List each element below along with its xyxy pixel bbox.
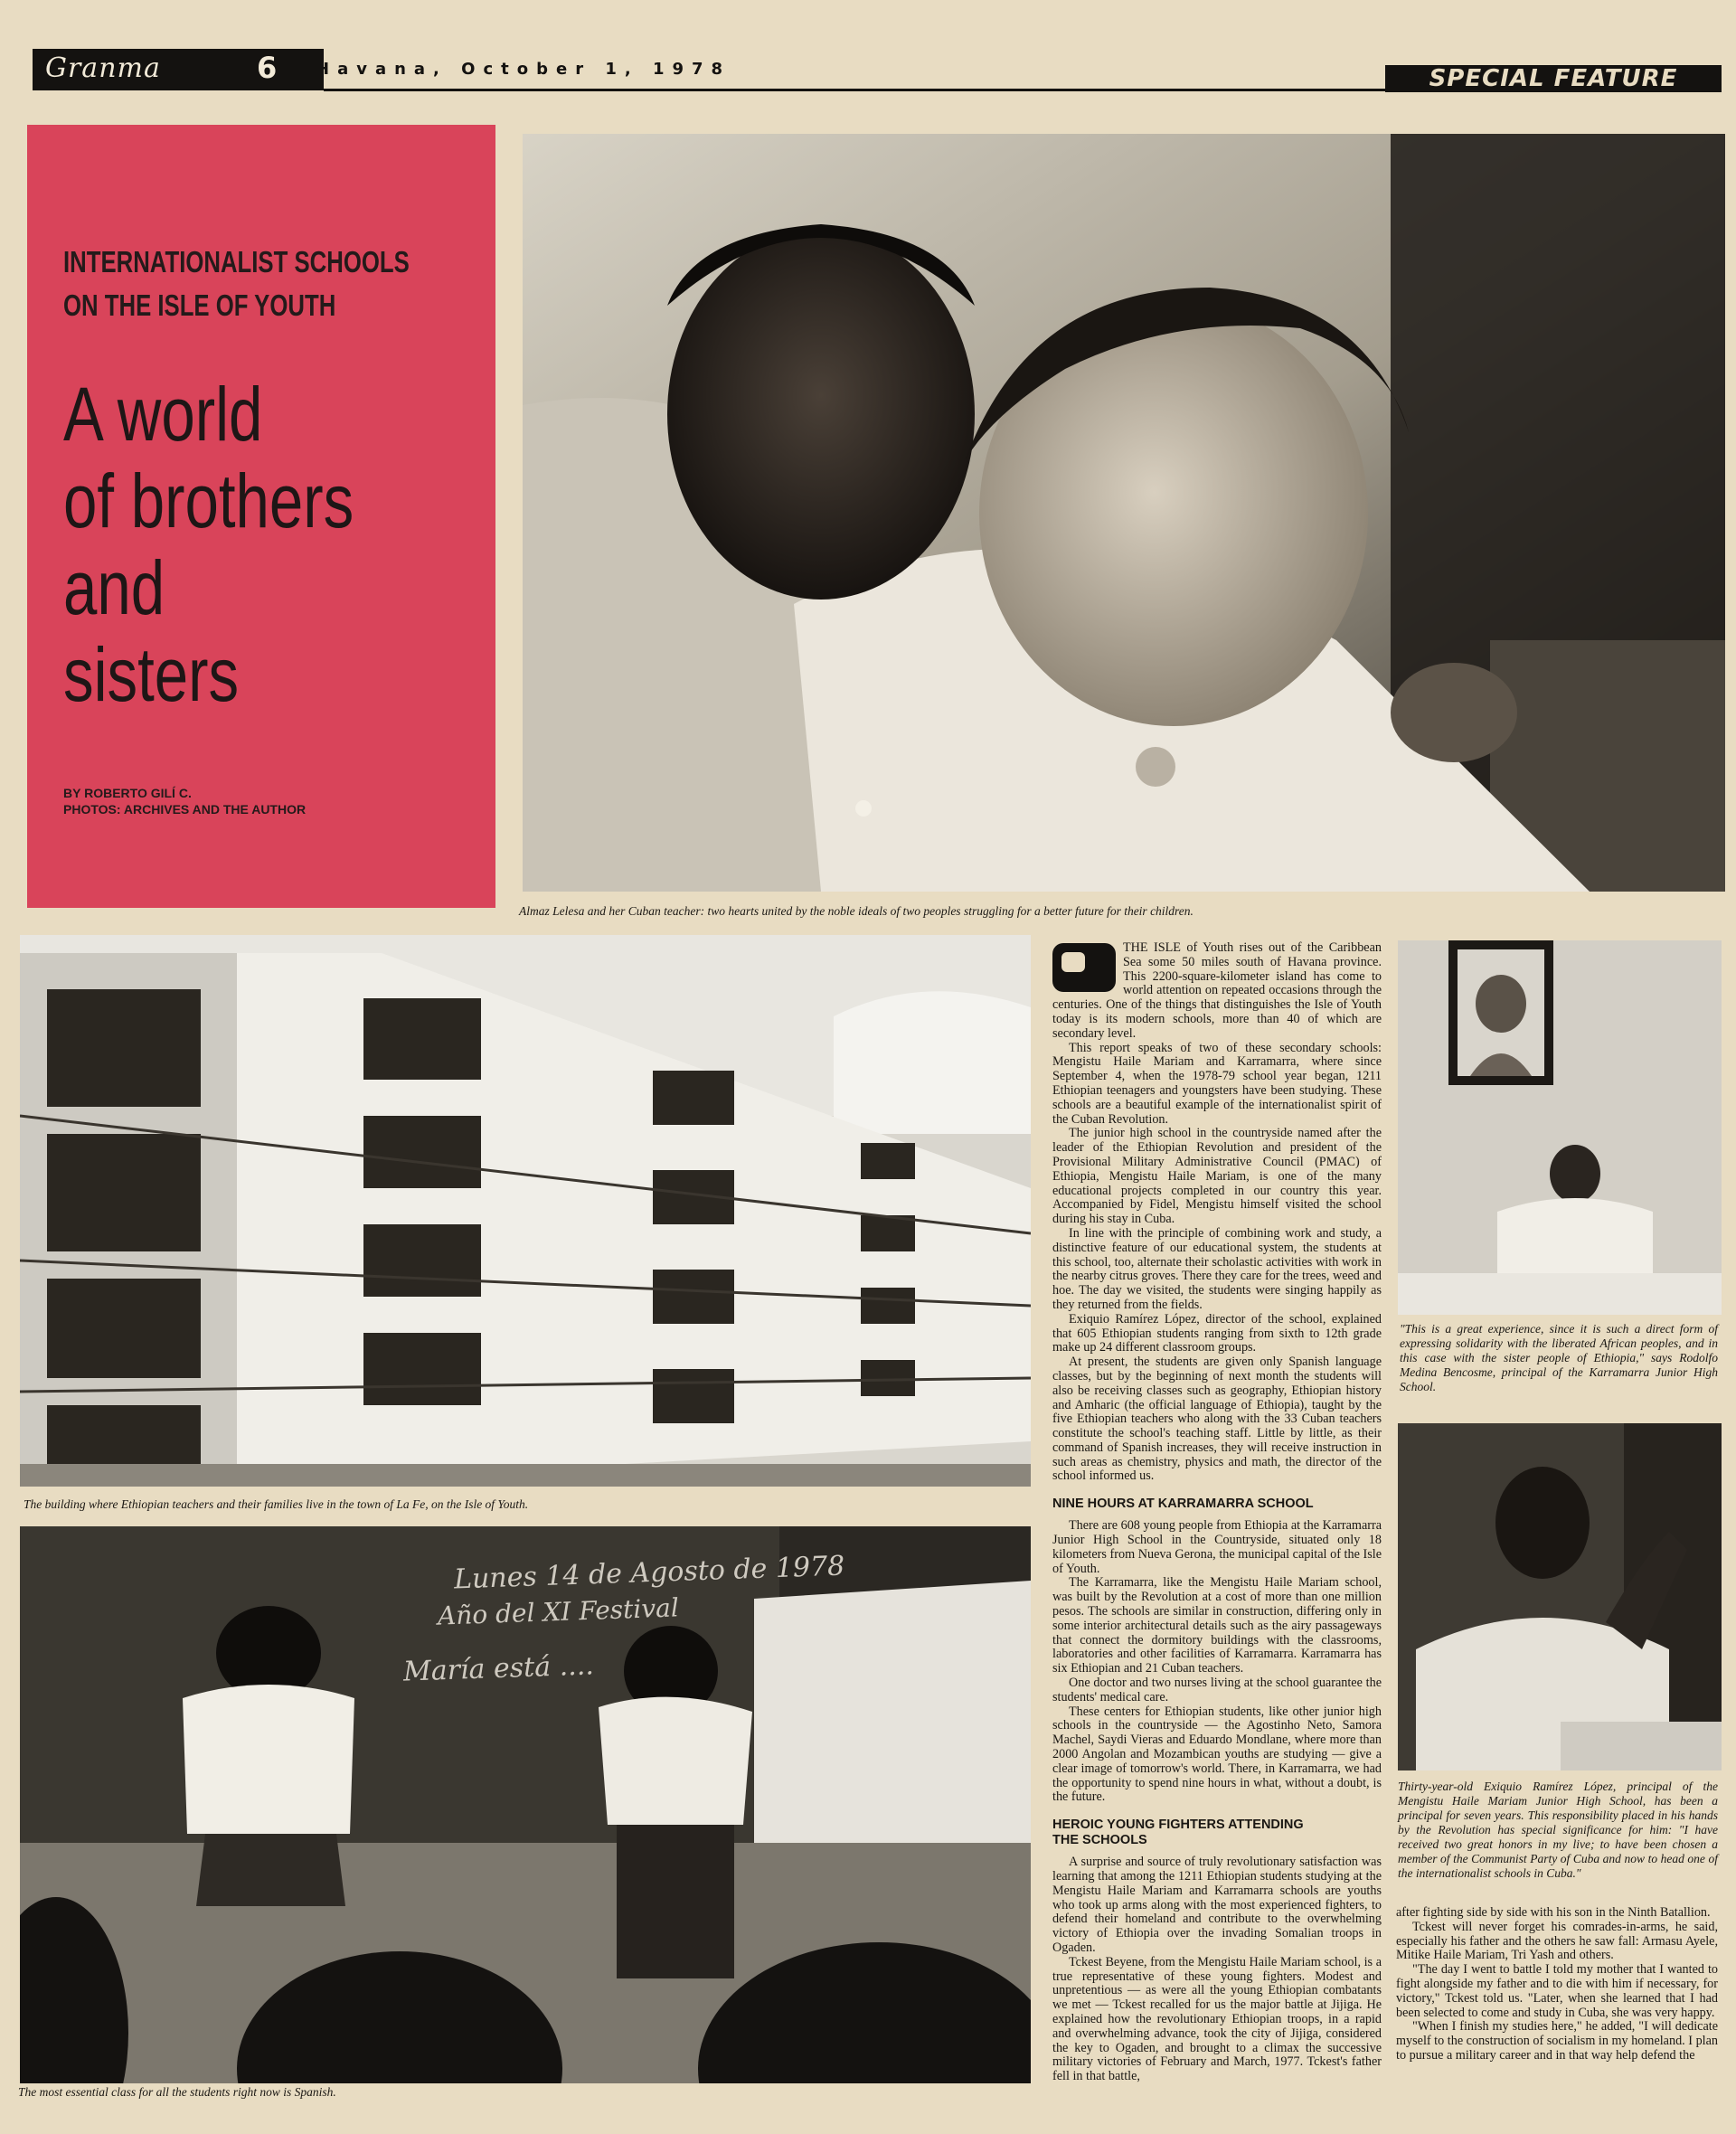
classroom-photo [20, 1526, 1031, 2083]
article-paragraph: There are 608 young people from Ethiopia at the Karramarra Junior High School in the Countryside, situated only 18 kilometers from Nueva Gerona, the municipal capital of the Isle of Youth. [1052, 1518, 1382, 1576]
article-column-2 [1396, 1906, 1718, 2063]
newspaper-logo: Granma [45, 52, 161, 84]
article-paragraph: One doctor and two nurses living at the school guarantee the students' medical care. [1052, 1676, 1382, 1704]
main-photo-image [523, 134, 1725, 892]
building-photo-caption: The building where Ethiopian teachers and their families live in the town of La Fe, on the Isle of Youth. [24, 1497, 529, 1511]
dropcap-ornament [1052, 943, 1116, 992]
section-label-box [1385, 65, 1722, 92]
article-paragraph: Tckest Beyene, from the Mengistu Haile Mariam school, is a true representative of these young fighters. Modest and unpretentious — as were all the young Ethiopian combatants we met — Tckest recalled for us the major battle at Jijiga. He explained how the revolutionary Ethiopian troops, in a rapid and overwhelming advance, took the city of Jijiga, considered the key to Ogaden, and brought to a climax the successive military victories of February and March, 1977. Tckest's father fell in that battle, [1052, 1954, 1382, 2084]
blackboard-writing [20, 1526, 1031, 1888]
article-paragraph: Exiquio Ramírez López, director of the school, explained that 605 Ethiopian students ranging from sixth to 12th grade make up 24 different classroom groups. [1052, 1311, 1382, 1355]
masthead [33, 49, 1722, 94]
headline [63, 371, 354, 718]
subhead-line: THE SCHOOLS [1052, 1833, 1147, 1848]
blackboard-line: María está .... [402, 1649, 595, 1688]
article-column-1 [1052, 941, 1382, 2084]
article-paragraph: The junior high school in the countryside named after the leader of the Ethiopian Revolution and president of the Provisional Military Administrative Council (PMAC) of Ethiopia, Mengistu Haile Mariam, is one of the many educational projects completed in our country this year. Accompanied by Fidel, Mengistu himself visited the school during his stay in Cuba. [1052, 1126, 1382, 1227]
logo-box [33, 49, 324, 90]
director-photo-caption: Thirty-year-old Exiquio Ramírez López, principal of the Mengistu Haile Mariam Junior High School, has been a principal for seven years. This responsibility placed in his hands by the Revolution has special significance for him: "I have received two great honors in my live; to have been chosen a member of the Communist Party of Cuba and now to head one of the internationalist schools in Cuba." [1398, 1780, 1718, 1880]
classroom-photo-caption: The most essential class for all the students right now is Spanish. [18, 2085, 336, 2099]
blackboard-line: Lunes 14 de Agosto de 1978 [453, 1550, 845, 1596]
dateline: Havana, October 1, 1978 [316, 60, 731, 79]
article-paragraph: In line with the principle of combining work and study, a distinctive feature of our educational system, the students at this school, too, alternate their scholastic activities with work in the nearby citrus groves. There they care for the trees, weed and hoe. The day we visited, the students were singing happily as they returned from the fields. [1052, 1225, 1382, 1312]
article-paragraph: A surprise and source of truly revolutionary satisfaction was learning that among the 1211 Ethiopian students studying at the Mengistu Haile Mariam and Karramarra schools are youths who took up arms along with the most experienced fighters, to defend their homeland and contribute to the overwhelming victory of Ethiopia over the invading Somalian troops in Ogaden. [1052, 1855, 1382, 1955]
kicker-line: ON THE ISLE OF YOUTH [63, 288, 336, 322]
article-paragraph: These centers for Ethiopian students, like other junior high schools in the countryside — the Agostinho Neto, Samora Machel, Saydi Vieras and Eduardo Mondlane, where more than 2000 Angolan and Mozambican youths are studying — give a clear image of tomorrow's world. There, in Karramarra, we had the opportunity to spend nine hours in what, without a doubt, is the future. [1052, 1704, 1382, 1805]
main-photo-caption: Almaz Lelesa and her Cuban teacher: two hearts united by the noble ideals of two peoples struggling for a better future for their children. [519, 904, 1194, 918]
article-paragraph: The Karramarra, like the Mengistu Haile Mariam school, was built by the Revolution at a cost of more than one million pesos. The schools are similar in construction, differing only in some interior architectural details such as the airy passageways that connect the dormitory buildings with the classrooms, laboratories and other facilities of Karramarra. Karramarra has six Ethiopian and 21 Cuban teachers. [1052, 1575, 1382, 1676]
byline [63, 785, 306, 817]
principal-photo [1398, 940, 1722, 1315]
building-photo [20, 935, 1031, 1487]
headline-line: A world [63, 372, 263, 457]
article-paragraph: THE ISLE of Youth rises out of the Caribbean Sea some 50 miles south of Havana province. This 2200-square-kilometer island has come to world attention on repeated occasions through the centuries. One of the things that distinguishes the Isle of Youth today is its modern schools, more than 40 of which are secondary level. [1052, 940, 1382, 1041]
principal-photo-image [1398, 940, 1722, 1315]
building-photo-image [20, 935, 1031, 1487]
article-paragraph: "When I finish my studies here," he added, "I will dedicate myself to the construction of socialism in my homeland. I plan to pursue a military career and in that way help defend the [1396, 2019, 1718, 2063]
subhead-heroic-fighters [1052, 1818, 1382, 1848]
article-paragraph: "The day I went to battle I told my mother that I wanted to fight alongside my father and to die with him if necessary, for victory," Tckest told us. "Later, when she learned that I had been selected to come and study in Cuba, she was very happy. [1396, 1962, 1718, 2020]
headline-line: sisters [63, 632, 240, 717]
kicker [63, 241, 410, 327]
director-photo [1398, 1423, 1722, 1770]
title-block [27, 125, 495, 908]
main-photo [523, 134, 1725, 892]
headline-line: of brothers [63, 458, 354, 543]
article-paragraph: At present, the students are given only Spanish language classes, but by the beginning of next month the students will also be receiving classes such as geography, Ethiopian history and Amharic (the official language of Ethiopia), taught by the five Ethiopian teachers who along with the 33 Cuban teachers constitute the school's teaching staff. Little by little, as their command of Spanish increases, they will receive instruction in such areas as chemistry, physics and math, the director of the school informed us. [1052, 1355, 1382, 1484]
byline-photos: PHOTOS: ARCHIVES AND THE AUTHOR [63, 802, 307, 817]
article-paragraph: Tckest will never forget his comrades-in-arms, he said, especially his father and the others he saw fall: Armasu Ayele, Mitike Haile Mariam, Tri Yash and others. [1396, 1919, 1718, 1963]
blackboard-line: Año del XI Festival [437, 1592, 680, 1631]
subhead-line: HEROIC YOUNG FIGHTERS ATTENDING [1052, 1818, 1304, 1833]
subhead-karramarra: NINE HOURS AT KARRAMARRA SCHOOL [1052, 1497, 1314, 1512]
byline-author: BY ROBERTO GILÍ C. [63, 786, 192, 800]
section-label: SPECIAL FEATURE [1429, 65, 1678, 92]
headline-line: and [63, 545, 165, 630]
masthead-rule [324, 89, 1431, 91]
article-paragraph: after fighting side by side with his son in the Ninth Batallion. [1396, 1905, 1711, 1920]
article-paragraph: This report speaks of two of these secondary schools: Mengistu Haile Mariam and Karramarra, where since September 4, when the 1978-79 school year began, 1211 Ethiopian teenagers and youngsters have been studying. These schools are a beautiful example of the internationalist spirit of the Cuban Revolution. [1052, 1040, 1382, 1127]
principal-photo-caption: "This is a great experience, since it is such a direct form of expressing solidarity with the liberated African peoples, and in this case with the sister people of Ethiopia," says Rodolfo Medina Bencosme, principal of the Karramarra Junior High School. [1400, 1322, 1718, 1393]
page-number: 6 [257, 51, 278, 85]
director-photo-image [1398, 1423, 1722, 1770]
kicker-line: INTERNATIONALIST SCHOOLS [63, 245, 410, 279]
